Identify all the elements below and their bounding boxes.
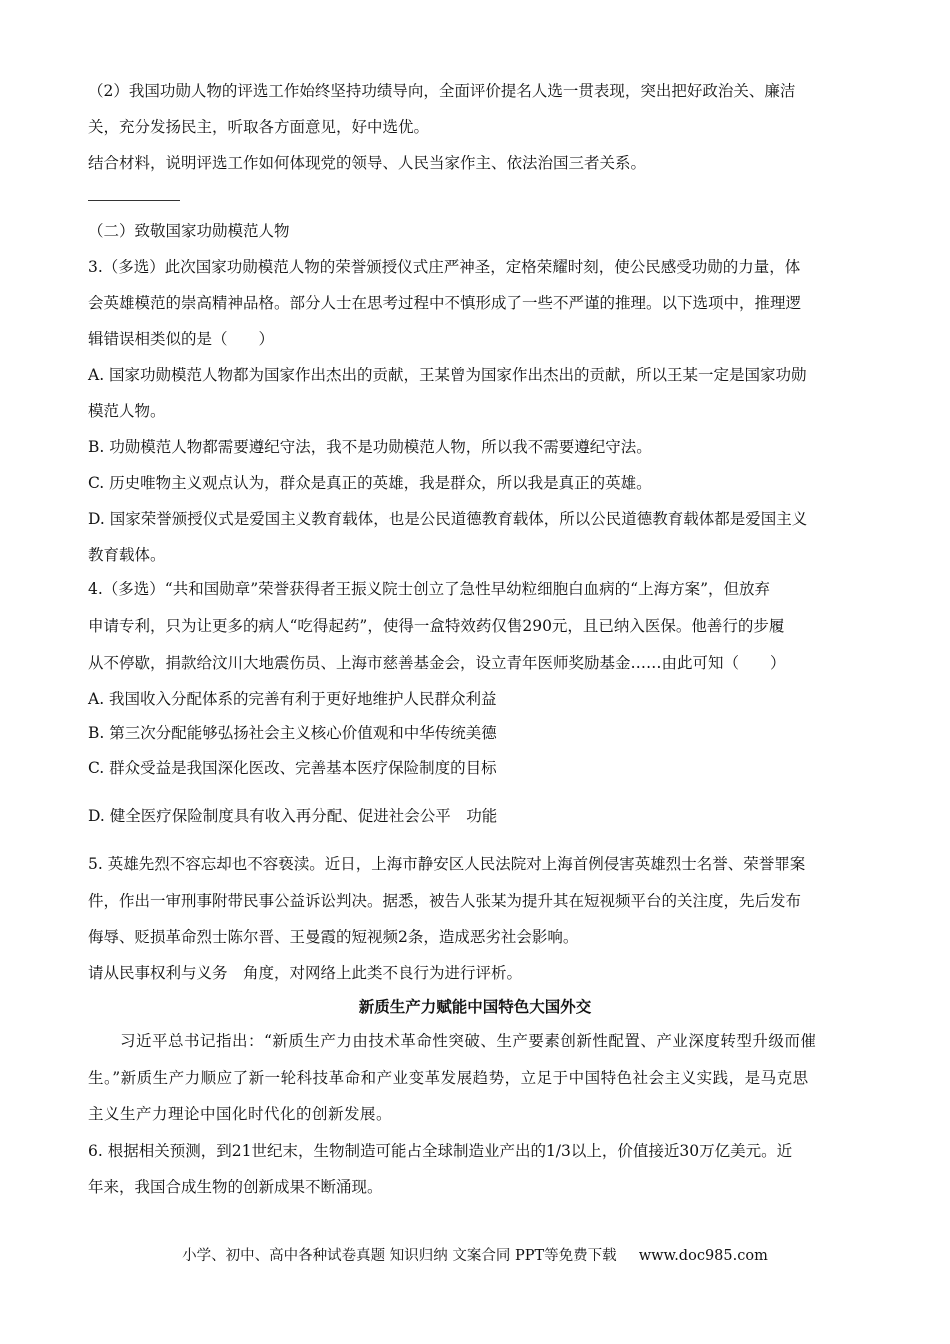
section3-title: 新质生产力赋能中国特色大国外交: [358, 998, 592, 1016]
footer-site-link[interactable]: www.doc985.com: [638, 1248, 768, 1264]
page-footer: [0, 1246, 950, 1266]
q4-option-c: C. 群众受益是我国深化医改、完善基本医疗保险制度的目标: [88, 759, 497, 777]
q4-option-a: A. 我国收入分配体系的完善有利于更好地维护人民群众利益: [88, 690, 497, 708]
q3-option-a-line-2: 模范人物。: [88, 402, 166, 420]
q3-option-d-line-1: D. 国家荣誉颁授仪式是爱国主义教育载体，也是公民道德教育载体，所以公民道德教育载体都是爱国主义: [88, 510, 808, 528]
section3-paragraph-line-1: 习近平总书记指出：“新质生产力由技术革命性突破、生产要素创新性配置、产业深度转型升级而催: [120, 1032, 817, 1050]
q3-option-b: B. 功勋模范人物都需要遵纪守法，我不是功勋模范人物，所以我不需要遵纪守法。: [88, 438, 652, 456]
section3-paragraph-line-3: 主义生产力理论中国化时代化的创新发展。: [88, 1105, 393, 1123]
q3-stem-line-1: 3.（多选）此次国家功勋模范人物的荣誉颁授仪式庄严神圣，定格荣耀时刻，使公民感受功勋的力量，体: [88, 258, 801, 276]
q3-stem-line-3: 辑错误相类似的是（ ）: [88, 330, 275, 348]
q3-option-d-line-2: 教育载体。: [88, 546, 166, 564]
q5-line-3: 侮辱、贬损革命烈士陈尔晋、王曼霞的短视频2条，造成恶劣社会影响。: [88, 928, 579, 946]
answer-blank-line: [88, 200, 180, 201]
q4-option-b: B. 第三次分配能够弘扬社会主义核心价值观和中华传统美德: [88, 724, 497, 742]
q4-stem-line-2: 申请专利，只为让更多的病人“吃得起药”，使得一盒特效药仅售290元，且已纳入医保。他善行的步履: [88, 617, 785, 635]
section2-heading: （二）致敬国家功勋模范人物: [88, 222, 290, 240]
q3-option-c: C. 历史唯物主义观点认为，群众是真正的英雄，我是群众，所以我是真正的英雄。: [88, 474, 652, 492]
q6-line-1: 6. 根据相关预测，到21世纪末，生物制造可能占全球制造业产出的1/3以上，价值接近30万亿美元。近: [88, 1142, 793, 1160]
q2-part-line-3: 结合材料，说明评选工作如何体现党的领导、人民当家作主、依法治国三者关系。: [88, 154, 647, 172]
q4-stem-line-1: 4.（多选）“共和国勋章”荣誉获得者王振义院士创立了急性早幼粒细胞白血病的“上海方案”，但放弃: [88, 580, 770, 598]
q6-line-2: 年来，我国合成生物的创新成果不断涌现。: [88, 1178, 383, 1196]
q2-part-line-2: 关，充分发扬民主，听取各方面意见，好中选优。: [88, 118, 430, 136]
q3-option-a-line-1: A. 国家功勋模范人物都为国家作出杰出的贡献，王某曾为国家作出杰出的贡献，所以王某一定是国家功勋: [88, 366, 807, 384]
q4-stem-line-3: 从不停歇，捐款给汶川大地震伤员、上海市慈善基金会，设立青年医师奖励基金……由此可知（ ）: [88, 654, 786, 672]
q4-option-d: D. 健全医疗保险制度具有收入再分配、促进社会公平 功能: [88, 807, 498, 825]
q5-line-4: 请从民事权利与义务 角度，对网络上此类不良行为进行评析。: [88, 964, 523, 982]
q5-line-1: 5. 英雄先烈不容忘却也不容亵渎。近日，上海市静安区人民法院对上海首例侵害英雄烈士名誉、荣誉罪案: [88, 855, 806, 873]
section3-paragraph-line-2: 生。”新质生产力顺应了新一轮科技革命和产业变革发展趋势，立足于中国特色社会主义实践，是马克思: [88, 1069, 809, 1087]
q2-part-line-1: （2）我国功勋人物的评选工作始终坚持功绩导向，全面评价提名人选一贯表现，突出把好政治关、廉洁: [88, 82, 796, 100]
footer-text: 小学、初中、高中各种试卷真题 知识归纳 文案合同 PPT等免费下载: [182, 1248, 617, 1264]
q5-line-2: 件，作出一审刑事附带民事公益诉讼判决。据悉，被告人张某为提升其在短视频平台的关注度，先后发布: [88, 892, 802, 910]
q3-stem-line-2: 会英雄模范的崇高精神品格。部分人士在思考过程中不慎形成了一些不严谨的推理。以下选项中，推理逻: [88, 294, 802, 312]
